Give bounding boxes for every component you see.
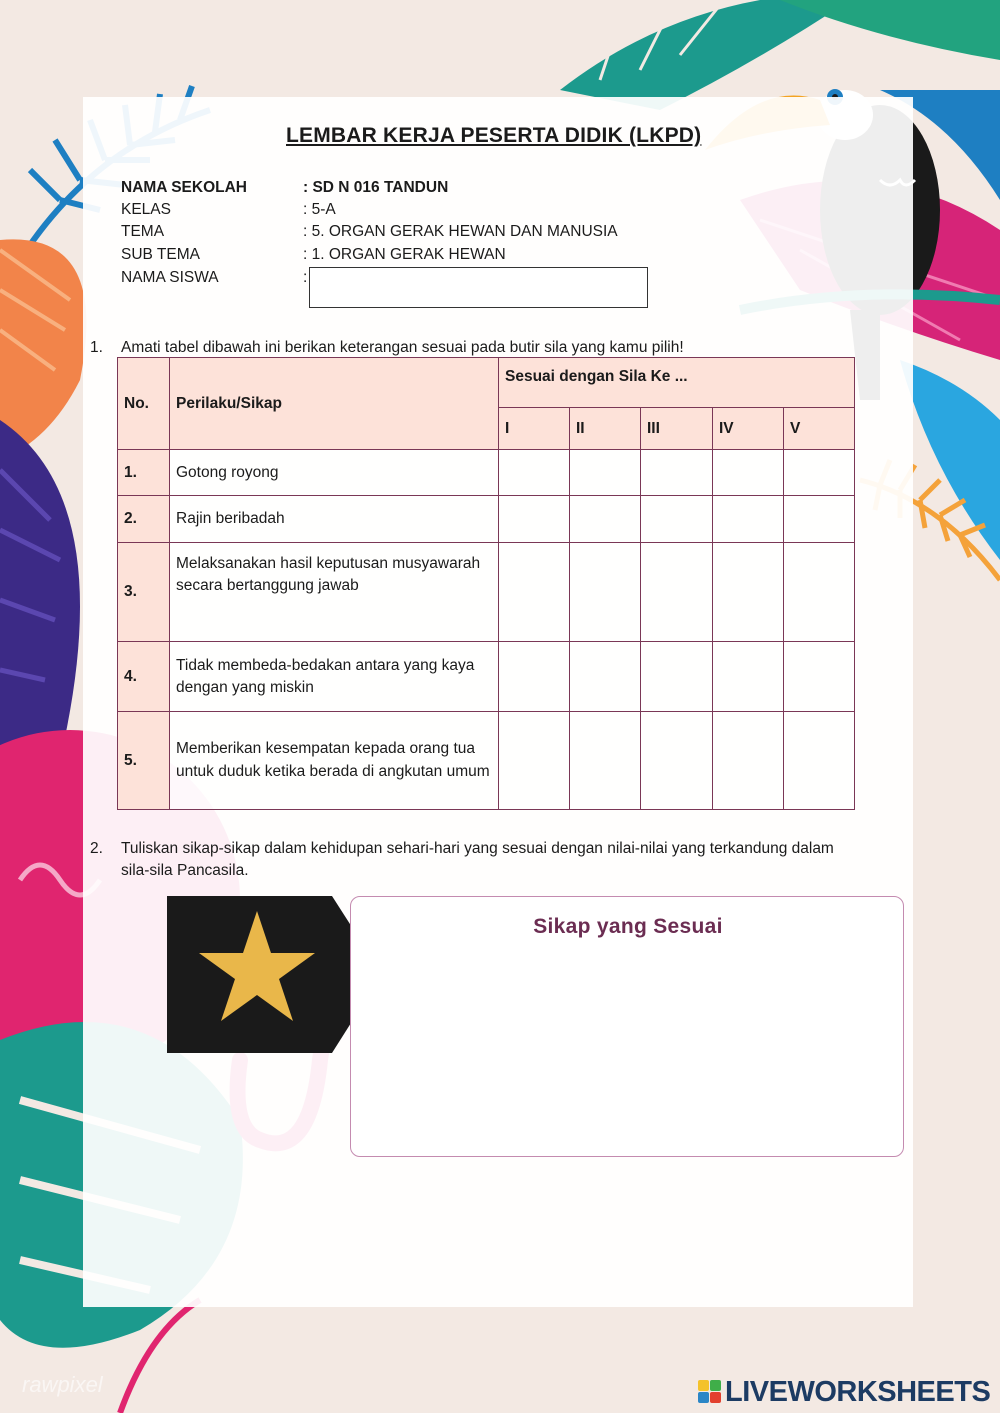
page-title: LEMBAR KERJA PESERTA DIDIK (LKPD) xyxy=(286,124,702,147)
question-text: Tuliskan sikap-sikap dalam kehidupan sehari-hari yang sesuai dengan nilai-nilai yang terkandung dalam sila-sila Pancasila. xyxy=(121,840,834,879)
info-value: : 5. ORGAN GERAK HEWAN DAN MANUSIA xyxy=(303,223,618,240)
row-text: Melaksanakan hasil keputusan musyawarah secara bertanggung jawab xyxy=(170,543,499,642)
sila-checkbox[interactable] xyxy=(784,450,855,496)
sila-checkbox[interactable] xyxy=(570,642,641,712)
answer-title: Sikap yang Sesuai xyxy=(533,915,723,938)
info-label: NAMA SEKOLAH xyxy=(121,179,248,196)
sila-checkbox[interactable] xyxy=(499,543,570,642)
sila-checkbox[interactable] xyxy=(570,496,641,543)
liveworksheets-logo xyxy=(698,1377,990,1407)
header-sila-5: V xyxy=(784,408,855,450)
header-no: No. xyxy=(118,358,170,450)
sila-checkbox[interactable] xyxy=(784,712,855,810)
question-text: Amati tabel dibawah ini berikan keterangan sesuai pada butir sila yang kamu pilih! xyxy=(121,339,684,356)
sila-checkbox[interactable] xyxy=(713,543,784,642)
info-value: : SD N 016 TANDUN xyxy=(303,179,449,196)
row-number: 1. xyxy=(118,450,170,496)
sila-checkbox[interactable] xyxy=(570,712,641,810)
header-sesuai: Sesuai dengan Sila Ke ... xyxy=(499,358,855,408)
sila-checkbox[interactable] xyxy=(641,543,713,642)
header-sila-2: II xyxy=(570,408,641,450)
header-perilaku: Perilaku/Sikap xyxy=(170,358,499,450)
row-text: Memberikan kesempatan kepada orang tua untuk duduk ketika berada di angkutan umum xyxy=(170,712,499,810)
info-label: SUB TEMA xyxy=(121,246,200,263)
sila-checkbox[interactable] xyxy=(641,450,713,496)
sila-checkbox[interactable] xyxy=(713,496,784,543)
table-row xyxy=(118,642,855,712)
sila-checkbox[interactable] xyxy=(499,642,570,712)
info-label: NAMA SISWA xyxy=(121,269,219,286)
sila-checkbox[interactable] xyxy=(641,496,713,543)
brand-name: LIVEWORKSHEETS xyxy=(725,1375,991,1408)
sila-checkbox[interactable] xyxy=(641,712,713,810)
table-row xyxy=(118,712,855,810)
table-row xyxy=(118,450,855,496)
table-row xyxy=(118,496,855,543)
watermark: rawpixel xyxy=(22,1372,103,1397)
sila-checkbox[interactable] xyxy=(713,450,784,496)
sila-checkbox[interactable] xyxy=(784,496,855,543)
row-number: 5. xyxy=(118,712,170,810)
info-label: KELAS xyxy=(121,201,171,218)
table-row xyxy=(118,543,855,642)
info-value: : 5-A xyxy=(303,201,336,218)
sila-checkbox[interactable] xyxy=(784,543,855,642)
question-number: 1. xyxy=(90,339,103,356)
liveworksheets-icon xyxy=(698,1380,722,1404)
row-number: 2. xyxy=(118,496,170,543)
sila-table xyxy=(117,357,855,810)
sila-checkbox[interactable] xyxy=(784,642,855,712)
row-text: Gotong royong xyxy=(170,450,499,496)
student-name-input[interactable] xyxy=(309,267,648,308)
sila-checkbox[interactable] xyxy=(499,712,570,810)
sila-checkbox[interactable] xyxy=(570,450,641,496)
sila-checkbox[interactable] xyxy=(499,450,570,496)
header-sila-3: III xyxy=(641,408,713,450)
row-number: 3. xyxy=(118,543,170,642)
sila-checkbox[interactable] xyxy=(713,642,784,712)
sila-checkbox[interactable] xyxy=(570,543,641,642)
info-value: : 1. ORGAN GERAK HEWAN xyxy=(303,246,506,263)
sila-checkbox[interactable] xyxy=(499,496,570,543)
row-text: Tidak membeda-bedakan antara yang kaya dengan yang miskin xyxy=(170,642,499,712)
info-label: TEMA xyxy=(121,223,165,240)
question-number: 2. xyxy=(90,840,103,857)
row-text: Rajin beribadah xyxy=(170,496,499,543)
answer-textarea[interactable] xyxy=(350,896,904,1157)
header-sila-4: IV xyxy=(713,408,784,450)
info-value: : xyxy=(303,269,308,286)
sila-checkbox[interactable] xyxy=(713,712,784,810)
row-number: 4. xyxy=(118,642,170,712)
header-sila-1: I xyxy=(499,408,570,450)
sila-checkbox[interactable] xyxy=(641,642,713,712)
